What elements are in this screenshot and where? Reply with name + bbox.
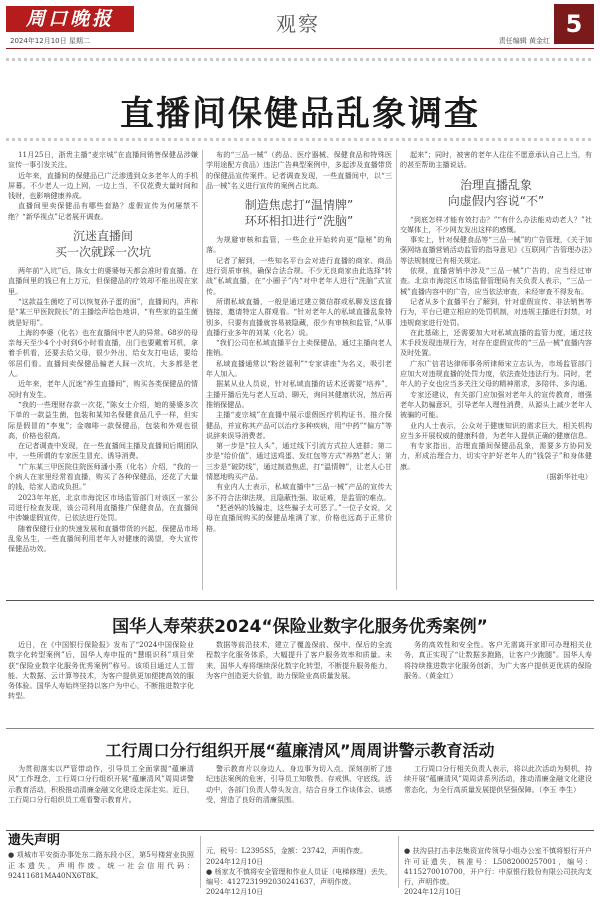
article-3-column-2 bbox=[206, 764, 392, 826]
main-article-column-3 bbox=[400, 150, 592, 595]
paragraph: 私域直播通常以“粉丝福利”“专家讲座”为名义，吸引老年人加入。 bbox=[206, 358, 392, 379]
paragraph: 主播“麦宗城”在直播中展示虚假医疗机构证书，推介保健品，并宣称其产品可以治疗多种疾病，用“中药”“偏方”等说辞来误导消费者。 bbox=[206, 410, 392, 440]
paragraph: 第一步是“拉人头”，通过线下引流方式拉人进群；第二步是“给价值”，通过送鸡蛋、发红包等方式“养熟”老人；第三步是“破防线”，通过制造焦虑，打“温情牌”，让老人心甘情愿地购买产品。 bbox=[206, 441, 392, 482]
paragraph: 业内人士表示，公众对于健康知识的需求巨大，相关机构应当多开展权威的健康科普，为老年人提供正确的健康信息。 bbox=[400, 420, 592, 440]
article-2-column-3 bbox=[404, 640, 592, 722]
article-3-column-1 bbox=[8, 764, 194, 826]
column-rule bbox=[398, 836, 399, 888]
section-subhead: 沉迷直播间 买一次就踩一次坑 bbox=[54, 229, 151, 260]
paragraph: 为贯彻落实以严管带动作，引导员工全面掌握“蕴廉清风”工作理念，工行周口分行组织开展“蕴廉清风”周周讲警示教育活动，积极推动清廉金融文化建设走深走实。近日，工行周口分行组织员工观看警示教育片。 bbox=[8, 764, 194, 804]
paragraph: 记者了解到，一些知名平台会对进行直播的商家、商品进行资质审核，确保合法合规。不少无良商家由此选择“转战”私域直播，在“小圈子”内“对中老年人进行“洗脑”式宣传。 bbox=[206, 255, 392, 296]
main-article-column-1 bbox=[8, 150, 198, 595]
section-subhead: 治理直播乱象 向虚假内容说“不” bbox=[447, 177, 545, 208]
paragraph: “把爸妈的钱骗走，这些骗子太可恶了。”一位子女说，父母在直播间购买的保健品堆满了家，价格也远高于正常价格。 bbox=[206, 502, 392, 533]
column-rule bbox=[200, 836, 201, 888]
paragraph: “到底怎样才能有效打击？”“有什么办法能劝动老人？”社交媒体上，不少网友发出这样的感慨。 bbox=[400, 214, 592, 234]
article-3-column-3 bbox=[404, 764, 592, 826]
masthead bbox=[6, 4, 594, 49]
paragraph: 依规，直播营销中涉及“三品一械”广告的，应当经过审查。北京市海淀区市场监督管理局有关负责人表示，“三品一械”直播内容中的广告，应当依法审查，未经审查不得发布。 bbox=[400, 266, 592, 296]
paragraph: 在记者调查中发现，在一些直播间主播及直播间后期团队中，一些所谓的专家医生冒充、诱导消费。 bbox=[8, 441, 198, 461]
article-3-headline: 工行周口分行组织开展“蕴廉清风”周周讲警示教育活动 bbox=[105, 741, 495, 760]
paragraph: “这款益生菌吃了可以恢复孙子蛋的面”，直播间内，声称是“某三甲医院院长”的主播绘声绘色地讲，“有些家的益生菌就是好用”。 bbox=[8, 296, 198, 327]
paragraph: 起来”；同时，被害的老年人往往不愿意承认自己上当，有的甚至帮助主播说话。 bbox=[400, 150, 592, 170]
paragraph: “我们公司在私域直播平台上卖保健品，通过主播向老人推销。 bbox=[206, 338, 392, 358]
notice-item: ● 扶沟县打击非法集资宣传领导小组办公室不慎将银行开户许可证遗失，核准号：L5082000257001，编号：4115270010700，开户行：中原银行股份有限公司扶沟支行，声明作废。 2024年12月10日 bbox=[404, 846, 592, 897]
paragraph: “我的一些理财存款一次花，”陈女士介绍，她的婆婆多次下单的一款益生菌，包装和某知名保健食品几乎一样，但实际是假冒的“李鬼”；金咖啡一款保健品，包装和外观也很高，价格也很高。 bbox=[8, 399, 198, 440]
paragraph: 数据等前沿技术，建立了覆盖保前、保中、保后的全流程数字化服务体系，大幅提升了客户服务效率和质量。未来，国华人寿将继续深化数字化转型，不断提升服务能力，为客户创造更大价值，助力保险业高质量发展。 bbox=[206, 640, 392, 680]
paragraph: 为规避审核和监管，一些企业开始转向更“隐秘”的角落。 bbox=[206, 235, 392, 255]
paragraph: 专家还建议，有关部门应加强对老年人的宣传教育，增强老年人防骗意识，引导老年人理性消费，从源头上减少老年人被骗的可能。 bbox=[400, 389, 592, 420]
paragraph: 近年来，老年人沉迷“养生直播间”，购买各类保健品的情况时有发生。 bbox=[8, 379, 198, 399]
article-2-column-1 bbox=[8, 640, 194, 722]
column-rule bbox=[396, 150, 397, 590]
paragraph: “广东某三甲医院住院医师潘小燕（化名）介绍，“我的一个病人在家里经常看直播，购买了各种保健品，还花了大量的钱，给家人造成负担。” bbox=[8, 461, 198, 492]
paragraph: 近日，在《中国银行保险报》发布了“2024中国保险业数字化转型案例”后，国华人寿申报的“慧眼识科”项目荣获“保险业数字化服务优秀案例”称号。该项目通过人工智能、大数据、云计算等技术，为客户提供更加便捷高效的服务体验。国华人寿始终坚持以客户为中心，不断推进数字化转型。 bbox=[8, 640, 194, 701]
paragraph: 布的“三品一械”（药品、医疗器械、保健食品和特殊医学用途配方食品）违法广告典型案例中，多起涉及直播带货的保健品宣传案件。记者调查发现，一些直播间中，以“三品一械”名义进行宣传的案例占比高。 bbox=[206, 150, 392, 190]
paragraph: 有专家指出，治理直播间保健品乱象，需要多方协同发力，形成治理合力，切实守护好老年人的“钱袋子”和身体健康。 bbox=[400, 441, 592, 471]
newspaper-logo: 周口晚报 bbox=[6, 6, 134, 32]
paragraph: 务的高效性和安全性。客户无需离开家即可办理相关业务，真正实现了“让数据多跑路，让客户少跑腿”。国华人寿将持续推进数字化服务创新，为广大客户提供更优质的保险服务。（黄金红） bbox=[404, 640, 592, 680]
notices-column-1 bbox=[8, 833, 194, 890]
column-rule bbox=[202, 150, 203, 590]
divider-stripe bbox=[6, 58, 594, 61]
byline: （据新华社电） bbox=[542, 472, 592, 482]
main-article-column-2 bbox=[206, 150, 392, 595]
paragraph: 工行周口分行相关负责人表示，将以此次活动为契机，持续开展“蕴廉清风”周周讲系列活动，推动清廉金融文化建设常态化，为全行高质量发展提供坚强保障。（李玉 李生） bbox=[404, 764, 592, 794]
paragraph: 事实上，针对保健食品等“三品一械”的广告管理，《关于加强网络直播营销活动监管的指导意见》《互联网广告管理办法》等法规制度已有相关规定。 bbox=[400, 235, 592, 265]
page-headline: 直播间保健品乱象调查 bbox=[120, 94, 480, 134]
page-number: 5 bbox=[554, 4, 594, 44]
section-divider bbox=[6, 728, 594, 729]
paragraph: 记者从多个直播平台了解到，针对虚假宣传、非法销售等行为，平台已建立相应的处罚机制，对违规主播进行封禁，对违规商家进行处罚。 bbox=[400, 296, 592, 327]
section-divider bbox=[6, 830, 594, 831]
paragraph: 直播间里卖保健品有哪些套路？虚假宣传为何屡禁不绝？“新华视点”记者展开调查。 bbox=[8, 201, 198, 221]
notices-column-2 bbox=[206, 836, 392, 897]
paragraph: 据某从业人员说，针对私域直播的话术还需要“培养”，主播开播后先与老人互动、聊天，询问其健康状况，然后再推销保健品。 bbox=[206, 379, 392, 409]
paragraph: 有业内人士表示，私域直播中“三品一械”产品的宣传大多不符合法律法规，且隐蔽性强、取证难，是监管的难点。 bbox=[206, 482, 392, 502]
paragraph: 在此基础上，还需要加大对私域直播的监管力度，通过技术手段发现违规行为，对存在虚假宣传的“三品一械”直播内容及时处置。 bbox=[400, 327, 592, 358]
section-title: 观察 bbox=[276, 12, 320, 36]
section-subhead: 制造焦虑打“温情牌” 环环相扣进行“洗脑” bbox=[244, 198, 354, 229]
section-divider bbox=[6, 600, 594, 601]
article-2-headline: 国华人寿荣获2024“保险业数字化服务优秀案例” bbox=[112, 617, 488, 637]
paragraph: 上海的李婆（化名）也在直播间中老人的异常。68岁的母亲每天至少4个小时到6小时看直播，出门也要戴着耳机，拿着手机看，还要去给父母，很少外出，给女友打电话，要给邻居们看。直播间卖保健品骗老人踩一次坑，大多都是老人。 bbox=[8, 327, 198, 379]
paragraph: 所谓私域直播，一般是通过建立微信群或私聊发送直播链接，邀请特定人群观看。“针对老年人的私域直播乱象特别多，只要有直播就容易被隐藏，很少有审核和监管，”从事直播行业多年的刘某（化名）说。 bbox=[206, 296, 392, 337]
paragraph: 近年来，直播间的保健品已广泛渗透到众多老年人的手机屏幕。不少老人一边上网，一边上当，不仅花费大量时间和钱财，也影响健康养成。 bbox=[8, 170, 198, 201]
article-2-column-2 bbox=[206, 640, 392, 722]
paragraph: 2023年年底，北京市海淀区市场监管部门对该区一家公司进行检查发现，该公司利用直播推广保健食品，在直播间中涉嫌虚假宣传，已依法进行处罚。 bbox=[8, 492, 198, 523]
notice-item: 元，税号：L2395S5，金额：23742，声明作废。 2024年12月10日 ● 杨家友不慎将安全管理和作业人员证（电梯修理）丢失，编号：4127231992030241637，声明作废。 2024年12月10日 bbox=[206, 846, 392, 897]
editor-credit: 责任编辑 黄金红 bbox=[498, 37, 550, 45]
paragraph: 警示教育片以身边人、身边事为切入点，深刻剖析了违纪违法案例的危害，引导员工知敬畏、存戒惧、守底线。活动中，各部门负责人带头发言，结合自身工作谈体会、谈感受，营造了良好的清廉氛围。 bbox=[206, 764, 392, 804]
notices-column-3 bbox=[404, 836, 592, 897]
notices-title: 遗失声明 bbox=[8, 833, 61, 848]
paragraph: 广东广信君达律师事务所律师宋立志认为，市场监管部门应加大对违规直播的处罚力度，依法查处违法行为。同时，老年人的子女也应当多关注父母的精神需求，多陪伴、多沟通。 bbox=[400, 358, 592, 389]
paragraph: 11月25日，浙贵主播“麦宗城”在直播间销售保健品涉嫌宣传一事引发关注。 bbox=[8, 150, 198, 170]
divider-stripe bbox=[6, 138, 594, 141]
paragraph: 两年前“入坑”后，陈女士的婆婆每天都会准时看直播。在直播间里的钱已有上万元，但保健品的疗效却不能出现在家里。 bbox=[8, 266, 198, 296]
notice-item: ● 项城市平安街办事处东二路东段小区，第5号楼营业执照正本遗失，声明作废。统一社会信用代码：92411681MA40NX6T8K。 bbox=[8, 850, 194, 880]
dateline: 2024年12月10日 星期二 bbox=[10, 37, 90, 45]
paragraph: 随着保健行业的快速发展和直播带货的兴起，保健品市场乱象丛生，一些直播间利用老年人对健康的渴望，夸大宣传保健品功效。 bbox=[8, 523, 198, 554]
